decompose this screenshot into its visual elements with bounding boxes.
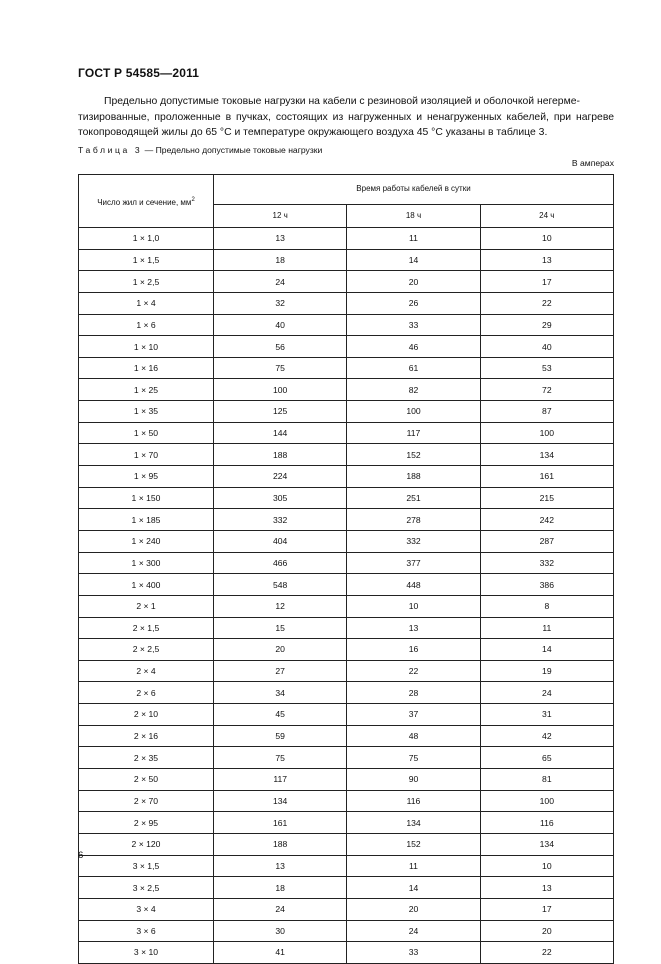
cell-cores: 2 × 1,5: [79, 617, 214, 639]
cell-24h: 72: [480, 379, 613, 401]
cell-cores: 2 × 10: [79, 704, 214, 726]
cell-18h: 117: [347, 422, 480, 444]
cell-12h: 134: [214, 790, 347, 812]
cell-18h: 278: [347, 509, 480, 531]
cell-cores: 1 × 150: [79, 487, 214, 509]
cell-24h: 81: [480, 769, 613, 791]
cell-24h: 22: [480, 292, 613, 314]
cell-24h: 215: [480, 487, 613, 509]
cell-18h: 26: [347, 292, 480, 314]
page-number: 6: [78, 850, 84, 861]
cell-cores: 1 × 400: [79, 574, 214, 596]
table-caption-text: — Предельно допустимые токовые нагрузки: [142, 145, 323, 155]
cell-12h: 100: [214, 379, 347, 401]
cell-24h: 11: [480, 617, 613, 639]
cell-24h: 10: [480, 855, 613, 877]
cell-cores: 1 × 240: [79, 530, 214, 552]
table-row: [79, 769, 614, 791]
cell-12h: 332: [214, 509, 347, 531]
cell-cores: 2 × 2,5: [79, 639, 214, 661]
cell-18h: 20: [347, 898, 480, 920]
cell-cores: 2 × 4: [79, 660, 214, 682]
cell-18h: 116: [347, 790, 480, 812]
cell-24h: 134: [480, 833, 613, 855]
cell-cores: 2 × 16: [79, 725, 214, 747]
cell-12h: 224: [214, 466, 347, 488]
cell-18h: 14: [347, 877, 480, 899]
cell-18h: 188: [347, 466, 480, 488]
cell-12h: 117: [214, 769, 347, 791]
cell-18h: 33: [347, 314, 480, 336]
cell-24h: 22: [480, 942, 613, 964]
cell-18h: 10: [347, 595, 480, 617]
cell-24h: 42: [480, 725, 613, 747]
table-row: [79, 487, 614, 509]
cell-cores: 3 × 2,5: [79, 877, 214, 899]
cell-24h: 17: [480, 898, 613, 920]
col-header-24h: 24 ч: [480, 204, 613, 227]
table-row: [79, 401, 614, 423]
table-row: [79, 639, 614, 661]
cell-12h: 27: [214, 660, 347, 682]
cell-cores: 2 × 50: [79, 769, 214, 791]
cell-cores: 1 × 4: [79, 292, 214, 314]
cell-24h: 161: [480, 466, 613, 488]
cell-12h: 161: [214, 812, 347, 834]
table-row: [79, 292, 614, 314]
table-row: [79, 617, 614, 639]
cell-cores: 3 × 6: [79, 920, 214, 942]
cell-12h: 40: [214, 314, 347, 336]
cell-12h: 24: [214, 271, 347, 293]
cell-12h: 41: [214, 942, 347, 964]
cell-24h: 87: [480, 401, 613, 423]
cell-cores: 2 × 6: [79, 682, 214, 704]
cell-24h: 53: [480, 357, 613, 379]
cell-cores: 2 × 1: [79, 595, 214, 617]
cell-12h: 305: [214, 487, 347, 509]
cell-12h: 125: [214, 401, 347, 423]
table-row: [79, 855, 614, 877]
cell-cores: 1 × 185: [79, 509, 214, 531]
current-load-table: [78, 174, 614, 964]
cell-18h: 152: [347, 833, 480, 855]
cell-18h: 448: [347, 574, 480, 596]
table-row: [79, 466, 614, 488]
cell-18h: 90: [347, 769, 480, 791]
cell-18h: 377: [347, 552, 480, 574]
cell-12h: 548: [214, 574, 347, 596]
cell-12h: 13: [214, 228, 347, 250]
cell-18h: 61: [347, 357, 480, 379]
cell-12h: 15: [214, 617, 347, 639]
cell-12h: 188: [214, 833, 347, 855]
cell-24h: 31: [480, 704, 613, 726]
table-row: [79, 314, 614, 336]
cell-24h: 8: [480, 595, 613, 617]
cell-12h: 13: [214, 855, 347, 877]
cell-cores: 2 × 70: [79, 790, 214, 812]
cell-cores: 2 × 95: [79, 812, 214, 834]
cell-cores: 1 × 70: [79, 444, 214, 466]
cell-18h: 14: [347, 249, 480, 271]
cell-cores: 1 × 2,5: [79, 271, 214, 293]
intro-paragraph-rest: тизированные, проложенные в пучках, состоящих из нагруженных и ненагруженных кабелей, при нагреве токопроводящей жилы до 65 °С и температуре окружающего воздуха 45 °С указаны в таблице 3.: [78, 111, 614, 139]
table-row: [79, 574, 614, 596]
table-row: [79, 509, 614, 531]
col-header-18h: 18 ч: [347, 204, 480, 227]
cell-18h: 152: [347, 444, 480, 466]
cell-12h: 30: [214, 920, 347, 942]
cell-24h: 17: [480, 271, 613, 293]
cell-12h: 404: [214, 530, 347, 552]
table-row: [79, 812, 614, 834]
cell-24h: 287: [480, 530, 613, 552]
cell-18h: 75: [347, 747, 480, 769]
cell-cores: 1 × 95: [79, 466, 214, 488]
table-row: [79, 877, 614, 899]
cell-18h: 28: [347, 682, 480, 704]
table-caption-prefix: Таблица 3: [78, 145, 143, 155]
cell-18h: 11: [347, 228, 480, 250]
table-row: [79, 747, 614, 769]
table-row: [79, 379, 614, 401]
cell-24h: 10: [480, 228, 613, 250]
cell-12h: 32: [214, 292, 347, 314]
cell-cores: 2 × 35: [79, 747, 214, 769]
cell-cores: 1 × 6: [79, 314, 214, 336]
table-row: [79, 660, 614, 682]
cell-cores: 3 × 1,5: [79, 855, 214, 877]
cell-12h: 75: [214, 747, 347, 769]
cell-12h: 144: [214, 422, 347, 444]
cell-24h: 24: [480, 682, 613, 704]
col-header-cores-sup: 2: [191, 196, 195, 203]
table-row: [79, 249, 614, 271]
cell-12h: 24: [214, 898, 347, 920]
cell-24h: 386: [480, 574, 613, 596]
cell-24h: 13: [480, 877, 613, 899]
cell-24h: 242: [480, 509, 613, 531]
cell-18h: 11: [347, 855, 480, 877]
cell-cores: 1 × 16: [79, 357, 214, 379]
cell-12h: 34: [214, 682, 347, 704]
units-label: В амперах: [571, 158, 614, 168]
cell-24h: 40: [480, 336, 613, 358]
table-row: [79, 920, 614, 942]
cell-12h: 18: [214, 249, 347, 271]
table-row: [79, 530, 614, 552]
intro-paragraph: [78, 94, 614, 141]
col-header-cores: [79, 175, 214, 228]
table-row: [79, 898, 614, 920]
cell-cores: 3 × 4: [79, 898, 214, 920]
cell-12h: 18: [214, 877, 347, 899]
cell-18h: 13: [347, 617, 480, 639]
cell-24h: 134: [480, 444, 613, 466]
table-caption: [78, 145, 322, 155]
cell-18h: 24: [347, 920, 480, 942]
cell-24h: 20: [480, 920, 613, 942]
cell-24h: 116: [480, 812, 613, 834]
col-header-12h: 12 ч: [214, 204, 347, 227]
cell-18h: 82: [347, 379, 480, 401]
cell-18h: 22: [347, 660, 480, 682]
table-row: [79, 790, 614, 812]
table-row: [79, 444, 614, 466]
cell-24h: 14: [480, 639, 613, 661]
cell-cores: 1 × 1,0: [79, 228, 214, 250]
cell-18h: 20: [347, 271, 480, 293]
table-row: [79, 228, 614, 250]
cell-24h: 19: [480, 660, 613, 682]
cell-18h: 134: [347, 812, 480, 834]
cell-24h: 100: [480, 422, 613, 444]
table-row: [79, 595, 614, 617]
cell-12h: 75: [214, 357, 347, 379]
cell-18h: 100: [347, 401, 480, 423]
cell-24h: 29: [480, 314, 613, 336]
cell-18h: 16: [347, 639, 480, 661]
cell-12h: 59: [214, 725, 347, 747]
cell-12h: 45: [214, 704, 347, 726]
cell-12h: 466: [214, 552, 347, 574]
table-row: [79, 833, 614, 855]
cell-cores: 1 × 300: [79, 552, 214, 574]
cell-24h: 332: [480, 552, 613, 574]
table-row: [79, 336, 614, 358]
intro-paragraph-line1: Предельно допустимые токовые нагрузки на кабели с резиновой изоляцией и оболочкой негерме-: [104, 96, 580, 107]
cell-24h: 100: [480, 790, 613, 812]
table-row: [79, 704, 614, 726]
cell-18h: 251: [347, 487, 480, 509]
cell-cores: 1 × 25: [79, 379, 214, 401]
cell-18h: 37: [347, 704, 480, 726]
cell-cores: 2 × 120: [79, 833, 214, 855]
cell-cores: 1 × 1,5: [79, 249, 214, 271]
document-header: ГОСТ Р 54585—2011: [78, 66, 200, 80]
col-header-group: Время работы кабелей в сутки: [214, 175, 614, 205]
cell-12h: 188: [214, 444, 347, 466]
table-row: [79, 422, 614, 444]
cell-cores: 1 × 10: [79, 336, 214, 358]
cell-18h: 46: [347, 336, 480, 358]
cell-cores: 1 × 50: [79, 422, 214, 444]
cell-24h: 65: [480, 747, 613, 769]
col-header-cores-text: Число жил и сечение, мм: [97, 197, 192, 207]
cell-18h: 48: [347, 725, 480, 747]
cell-cores: 1 × 35: [79, 401, 214, 423]
table-row: [79, 942, 614, 964]
table-row: [79, 271, 614, 293]
cell-18h: 33: [347, 942, 480, 964]
table-row: [79, 357, 614, 379]
cell-12h: 20: [214, 639, 347, 661]
table-row: [79, 725, 614, 747]
cell-12h: 56: [214, 336, 347, 358]
cell-12h: 12: [214, 595, 347, 617]
cell-18h: 332: [347, 530, 480, 552]
table-row: [79, 682, 614, 704]
cell-24h: 13: [480, 249, 613, 271]
table-row: [79, 552, 614, 574]
table-body: [79, 228, 614, 964]
cell-cores: 3 × 10: [79, 942, 214, 964]
